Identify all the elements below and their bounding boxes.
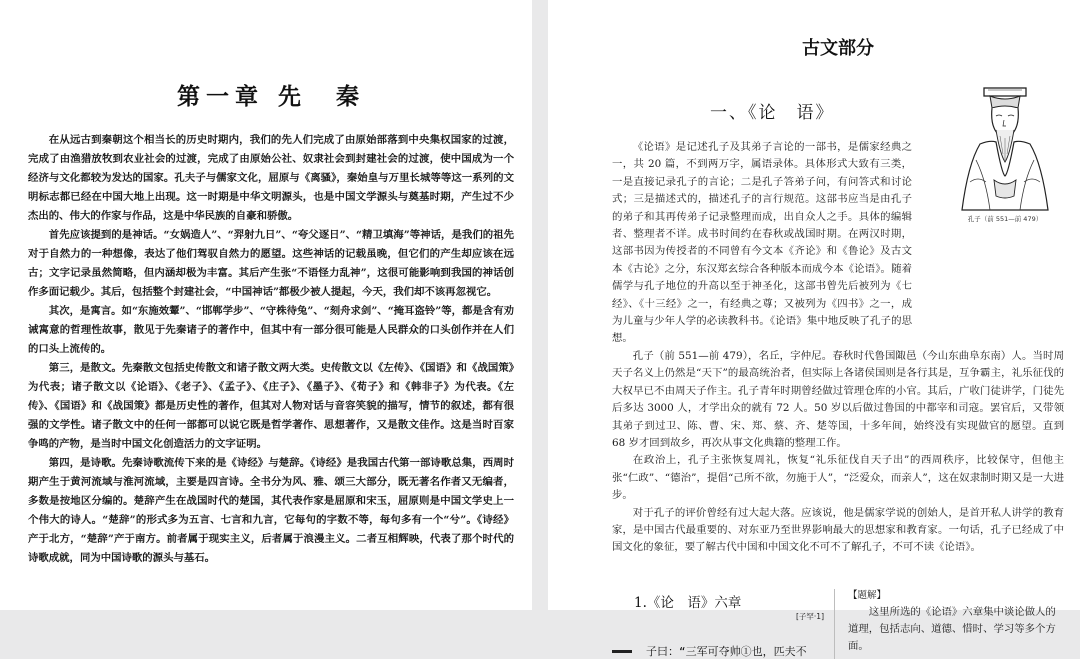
explanation-note: [848, 587, 1062, 655]
column-divider: [834, 589, 835, 659]
right-page: [548, 0, 1080, 658]
chapter-title: 第一章 先 秦: [176, 83, 365, 110]
right-paragraph: 对于孔子的评价曾经有过大起大落。应该说，他是儒家学说的创始人，是首开私人讲学的教育家，是中国古代最重要的、对东亚乃至世界影响最大的思想家和教育家。一句话，孔子已经成了中国文化的象征，要了解古代中国和中国文化不可不了解孔子，不可不读《论语》。: [612, 506, 1064, 554]
right-paragraph: 《论语》是记述孔子及其弟子言论的一部书，是儒家经典之一，共 20 篇，不到两万字，属语录体。具体形式大致有三类，一是直接记录孔子的言论；二是孔子答弟子问，有问答式和讨论式；三是描述式的，描述孔子的言行规范。这部书应当是由孔子的弟子和其再传弟子记录整理而成，出自众人之手。具体的编辑者、整理者不详。成书时间约在春秋或战国时期。在两汉时期，这部书因为传授者的不同曾有今文本《齐论》和《鲁论》及古文本《古论》之分，东汉郑玄综合各种版本而成今本《论语》。随着儒学与孔子地位的升高以至于神圣化，这部书曾先后被列为《七经》、《十三经》之一，有经典之尊；又被列为《四书》之一，成为儿童与少年人学的必读教科书。《论语》集中地反映了孔子的思想。: [612, 141, 912, 345]
quote-text: 子曰：“三军可夺帅①也，匹夫不: [646, 644, 807, 658]
source-tag: [子罕·1]: [796, 611, 825, 621]
section-title: 古文部分: [802, 38, 874, 59]
confucius-portrait: [950, 84, 1060, 223]
left-paragraph: 首先应该提到的是神话。“女娲造人”、“羿射九日”、“夸父逐日”、“精卫填海”等神话，是我们的祖先对于自然力的一种想像，表达了他们驾驭自然力的愿望。这些神话的记载虽晚，但它们的产生却应该在远古；文字记录虽然简略，但内涵却极为丰富。其后产生张“不语怪力乱神”，这很可能影响到我国的神话创作多面记载少。其后，包括整个封建社会，“中国神话”都极少被人提起，今天，我们却不该再忽视它。: [28, 229, 514, 298]
lesson-title: 1.《论 语》六章: [634, 594, 742, 611]
quote-line: [612, 643, 807, 659]
right-paragraph: 孔子（前 551—前 479），名丘，字仲尼。春秋时代鲁国陬邑（今山东曲阜东南）人。当时周天子名义上仍然是“天下”的最高统治者，但实际上各诸侯国则是各行其是，互争霸主，礼乐征伐的大权早已不由周天子作主。孔子青年时期曾经做过管理仓库的小官。其后，广收门徒讲学，门徒先后多达 3000 人，才学出众的就有 72 人。50 岁以后做过鲁国的中都宰和司寇。罢官后，又带领其弟子到过卫、陈、曹、宋、郑、蔡、齐、楚等国，十多年间，始终没有实现做官的愿望。直到 68 岁才回到故乡，再次从事文化典籍的整理工作。: [612, 349, 1064, 449]
lesson-block: [612, 579, 1064, 659]
subsection-title: 一、《论 语》: [710, 103, 835, 123]
left-body: [28, 131, 514, 568]
left-page: [0, 0, 532, 610]
left-paragraph: 在从远古到秦朝这个相当长的历史时期内，我们的先人们完成了由原始部落到中央集权国家的过渡，完成了由渔猎放牧到农业社会的过渡，完成了由原始公社、奴隶社会到封建社会的过渡，使中国成为一个经济与文化都较为发达的国家。孔夫子与儒家文化，屈原与《离骚》，秦始皇与万里长城等等这一系列的文明标志都已经在中国大地上出现。这一时期是中华文明源头，也是中国文学源头与奠基时期，产生过不少杰出的、伟大的作家与作品，这是中华民族的自豪和骄傲。: [28, 134, 514, 222]
right-paragraph: 在政治上，孔子主张恢复周礼，恢复“礼乐征伐自天子出”的西周秩序，比较保守，但他主张“仁政”、“德治”，提倡“己所不欲，勿施于人”，“泛爱众，而亲人”，这在奴隶制时期又是一大进步。: [612, 454, 1064, 502]
note-body: 这里所选的《论语》六章集中谈论做人的道理，包括志向、道德、惜时、学习等多个方面。: [848, 605, 1056, 652]
portrait-caption: 孔子（前 551—前 479）: [967, 215, 1043, 223]
confucius-portrait-image: [950, 84, 1060, 212]
left-paragraph: 其次，是寓言。如“东施效颦”、“邯郸学步”、“守株待兔”、“刻舟求剑”、“掩耳盗铃”等，都是含有劝诫寓意的哲理性故事，散见于先秦诸子的著作中，但其中有一部分很可能是人民群众的口头创作并在人们的口头上流传的。: [28, 305, 514, 355]
left-paragraph: 第三，是散文。先秦散文包括史传散文和诸子散文两大类。史传散文以《左传》、《国语》和《战国策》为代表；诸子散文以《论语》、《老子》、《孟子》、《庄子》、《墨子》、《荀子》和《韩非子》为代表。《左传》、《国语》和《战国策》都是历史性的著作，但其对人物对话与音容笑貌的描写，情节的叙述，都有很强的文学性。诸子散文中的任何一部都可以说它既是哲学著作、思想著作，又是散文佳作。这是当时百家争鸣的产物，是当时中国文化创造活力的文字证明。: [28, 362, 514, 450]
quote-dash-marker: [612, 650, 632, 653]
note-heading: 【题解】: [848, 589, 887, 601]
left-paragraph: 第四，是诗歌。先秦诗歌流传下来的是《诗经》与楚辞。《诗经》是我国古代第一部诗歌总集，西周时期产生于黄河流域与淮河流域，主要是四言诗。全书分为风、雅、颂三大部分，既无著名作者又无编者，多数是按地区分编的。楚辞产生在战国时代的楚国，其代表作家是屈原和宋玉，屈原则是中国文学史上一个伟大的诗人。“楚辞”的形式多为五言、七言和九言，它每句的字数不等，每句多有一个“兮”。《诗经》产于北方，“楚辞”产于南方。前者属于现实主义，后者属于浪漫主义。二者互相辉映，代表了那个时代的诗歌成就，同为中国诗歌的源头与基石。: [28, 457, 514, 564]
